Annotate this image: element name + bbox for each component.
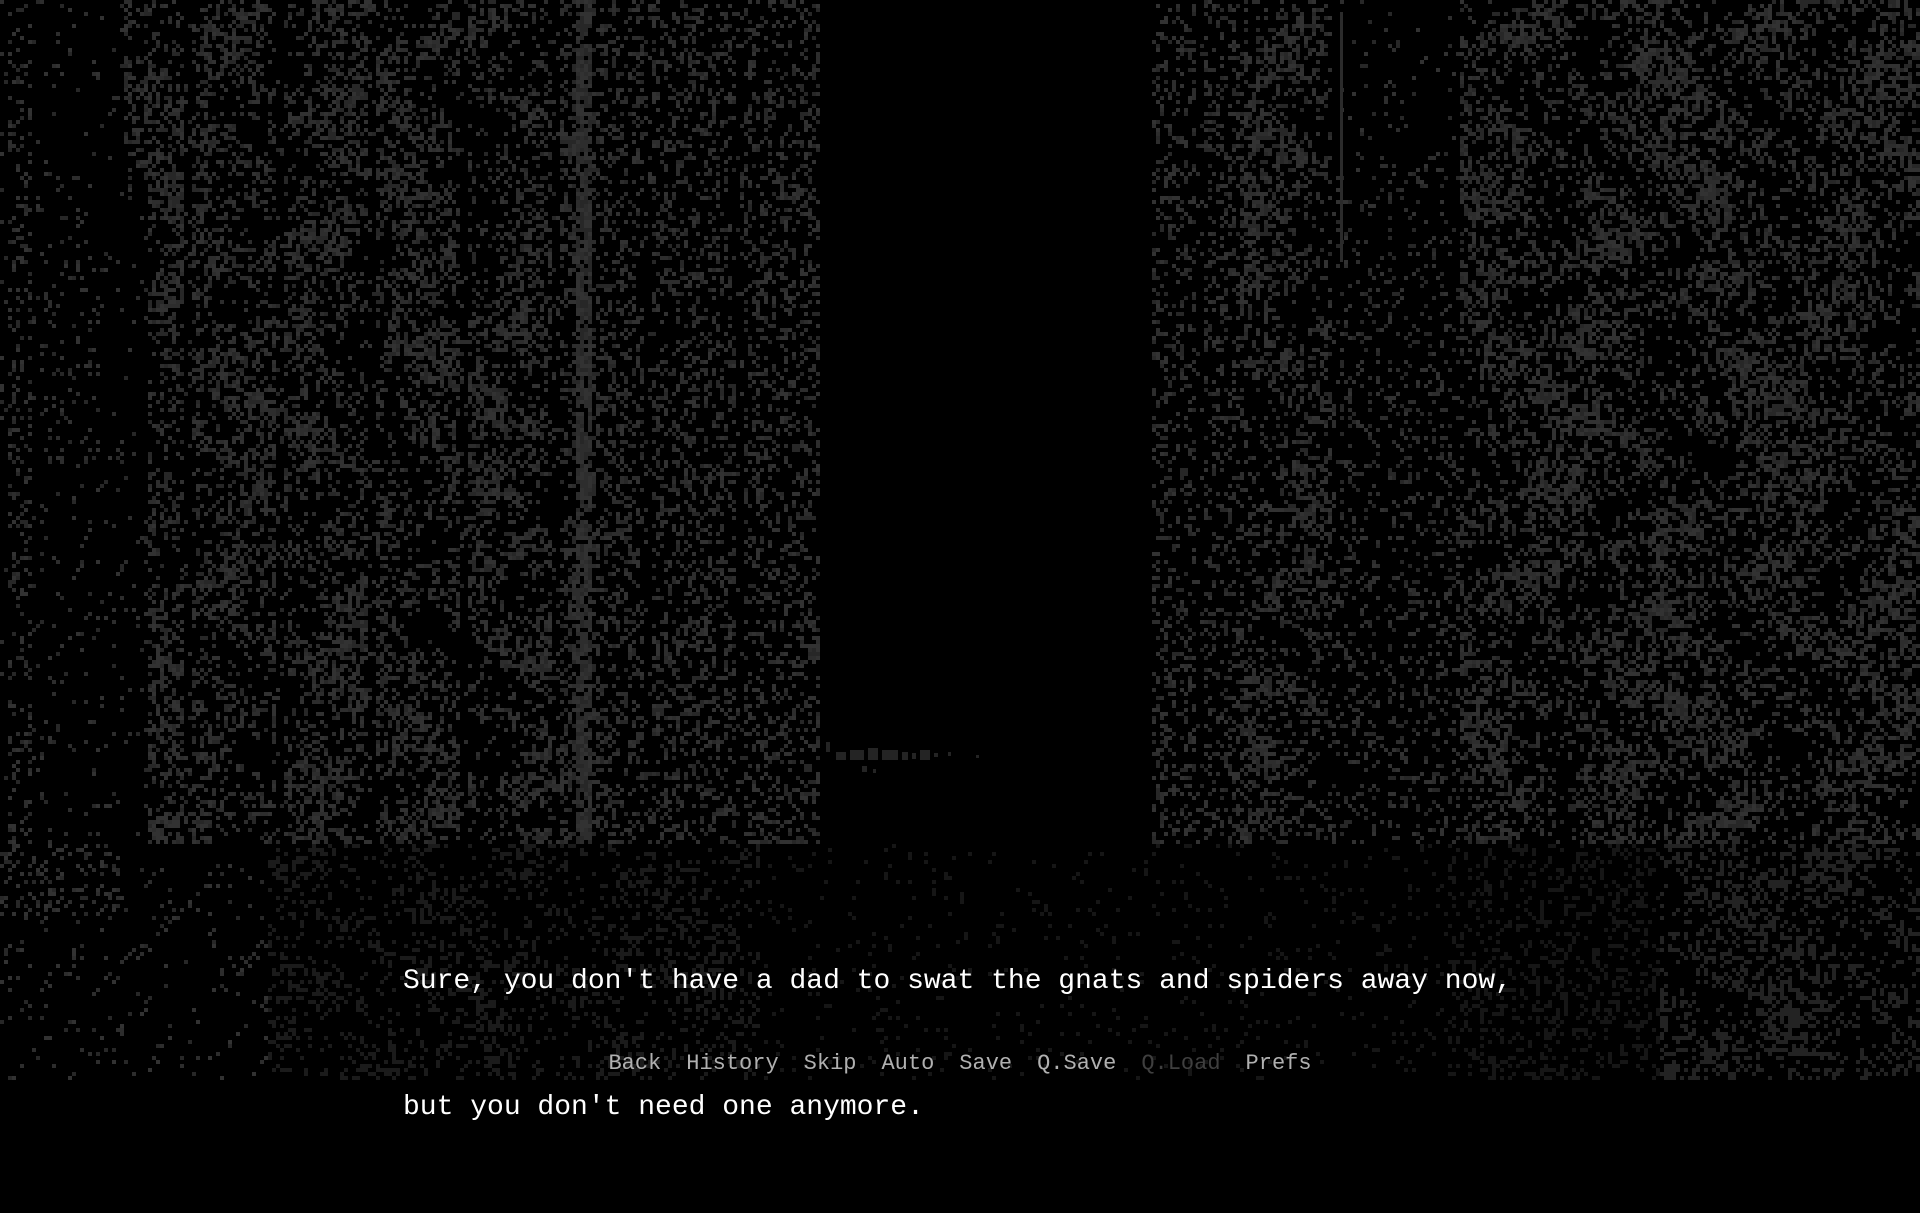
quick-menu-back[interactable]: Back [608, 1051, 662, 1076]
quick-menu-history[interactable]: History [686, 1051, 779, 1076]
quick-menu-skip[interactable]: Skip [803, 1051, 857, 1076]
quick-menu-prefs[interactable]: Prefs [1245, 1051, 1312, 1076]
quick-menu-qsave[interactable]: Q.Save [1037, 1051, 1117, 1076]
dialogue-line: but you don't need one anymore. [403, 1092, 924, 1123]
quick-menu-auto[interactable]: Auto [881, 1051, 935, 1076]
quick-menu [0, 1050, 1920, 1078]
quick-menu-qload[interactable]: Q.Load [1141, 1051, 1221, 1076]
dialogue-line: Sure, you don't have a dad to swat the gnats and spiders away now, [403, 966, 1512, 997]
quick-menu-save[interactable]: Save [959, 1051, 1013, 1076]
dialogue-window[interactable] [0, 802, 1920, 1080]
